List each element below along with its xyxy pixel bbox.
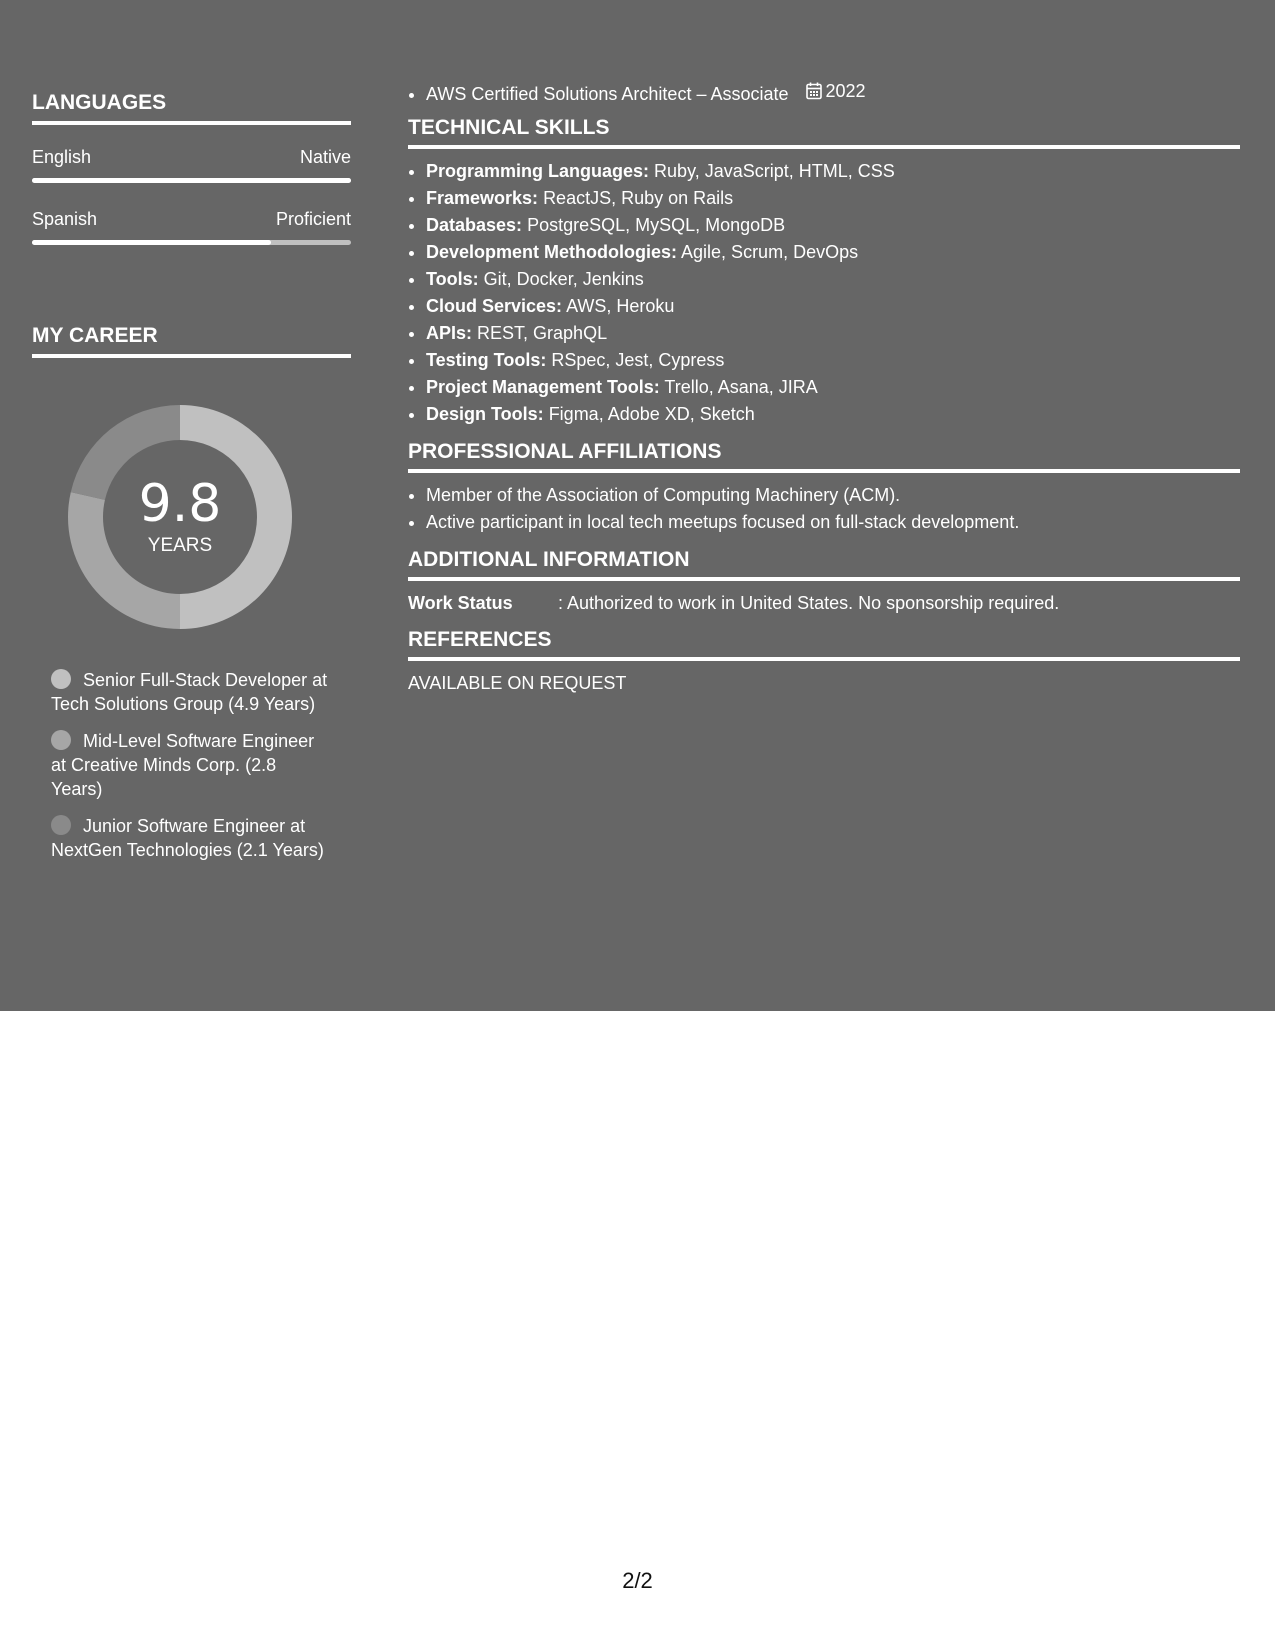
language-english [32,145,351,183]
language-bar-fill [32,178,351,183]
donut-center [65,402,295,632]
technical-skills-title: TECHNICAL SKILLS [408,115,1240,149]
skill-item [426,293,1240,320]
skill-item [426,374,1240,401]
skill-item [426,320,1240,347]
skill-value: ReactJS, Ruby on Rails [543,188,734,208]
skill-label: APIs: [426,323,473,343]
skill-label: Frameworks: [426,188,539,208]
certification-year: 2022 [825,81,866,101]
skill-item [426,401,1240,428]
skill-item [426,212,1240,239]
skill-item [426,239,1240,266]
skill-value: Figma, Adobe XD, Sketch [548,404,755,424]
certification-list [408,78,1240,107]
career-donut-chart [65,402,295,632]
skill-value: Agile, Scrum, DevOps [681,242,859,262]
languages-title: LANGUAGES [32,90,351,125]
technical-skills-section [408,115,1240,428]
skill-item [426,158,1240,185]
skill-label: Design Tools: [426,404,544,424]
work-status-value: : Authorized to work in United States. No sponsorship required. [558,593,1060,613]
career-entry-label: Senior Full-Stack Developer at Tech Solutions Group (4.9 Years) [51,670,328,714]
references-title: REFERENCES [408,627,1240,661]
work-status-row [408,590,1240,616]
certification-name: AWS Certified Solutions Architect – Associate [426,84,789,104]
career-legend-item [51,668,331,716]
legend-dot-icon [51,815,71,835]
calendar-icon [806,82,822,100]
career-entry-label: Mid-Level Software Engineer at Creative Minds Corp. (2.8 Years) [51,731,315,799]
affiliations-list [408,482,1240,536]
language-bar [32,240,351,245]
skill-value: PostgreSQL, MySQL, MongoDB [527,215,786,235]
skill-value: REST, GraphQL [477,323,608,343]
additional-info-title: ADDITIONAL INFORMATION [408,547,1240,581]
language-name: Spanish [32,209,98,229]
skill-value: RSpec, Jest, Cypress [551,350,725,370]
right-column [408,78,1240,696]
language-level: Proficient [275,209,351,229]
legend-dot-icon [51,730,71,750]
legend-dot-icon [51,669,71,689]
skill-label: Testing Tools: [426,350,547,370]
skill-item [426,347,1240,374]
skill-label: Project Management Tools: [426,377,660,397]
affiliations-title: PROFESSIONAL AFFILIATIONS [408,439,1240,473]
career-entry-label: Junior Software Engineer at NextGen Technologies (2.1 Years) [51,816,324,860]
page-number: 2/2 [622,1568,653,1593]
skill-item [426,266,1240,293]
skill-value: Git, Docker, Jenkins [483,269,644,289]
references-section [408,627,1240,696]
certification-item [426,78,1240,107]
career-legend [51,668,331,862]
skill-value: Ruby, JavaScript, HTML, CSS [654,161,895,181]
certification-date [806,78,866,104]
skill-label: Development Methodologies: [426,242,678,262]
left-column [32,90,351,875]
affiliations-section [408,439,1240,536]
affiliation-item: • Member of the Association of Computing Machinery (ACM). [426,482,1240,509]
language-spanish [32,207,351,245]
skill-value: AWS, Heroku [566,296,675,316]
career-title: MY CAREER [32,323,351,358]
skill-label: Tools: [426,269,479,289]
skill-value: Trello, Asana, JIRA [664,377,818,397]
skill-label: Programming Languages: [426,161,650,181]
skill-label: Databases: [426,215,523,235]
additional-info-section [408,547,1240,616]
work-status-label: Work Status [408,593,513,613]
skill-label: Cloud Services: [426,296,563,316]
career-legend-item [51,729,331,801]
skill-item [426,185,1240,212]
career-legend-item [51,814,331,862]
references-text: AVAILABLE ON REQUEST [408,673,627,693]
career-total-years: 9.8 [138,474,222,534]
affiliation-item: • Active participant in local tech meetups focused on full-stack development. [426,509,1240,536]
language-bar [32,178,351,183]
language-name: English [32,147,92,167]
language-level: Native [299,147,351,167]
career-total-unit: YEARS [147,535,213,556]
language-bar-fill [32,240,271,245]
technical-skills-list [408,158,1240,428]
